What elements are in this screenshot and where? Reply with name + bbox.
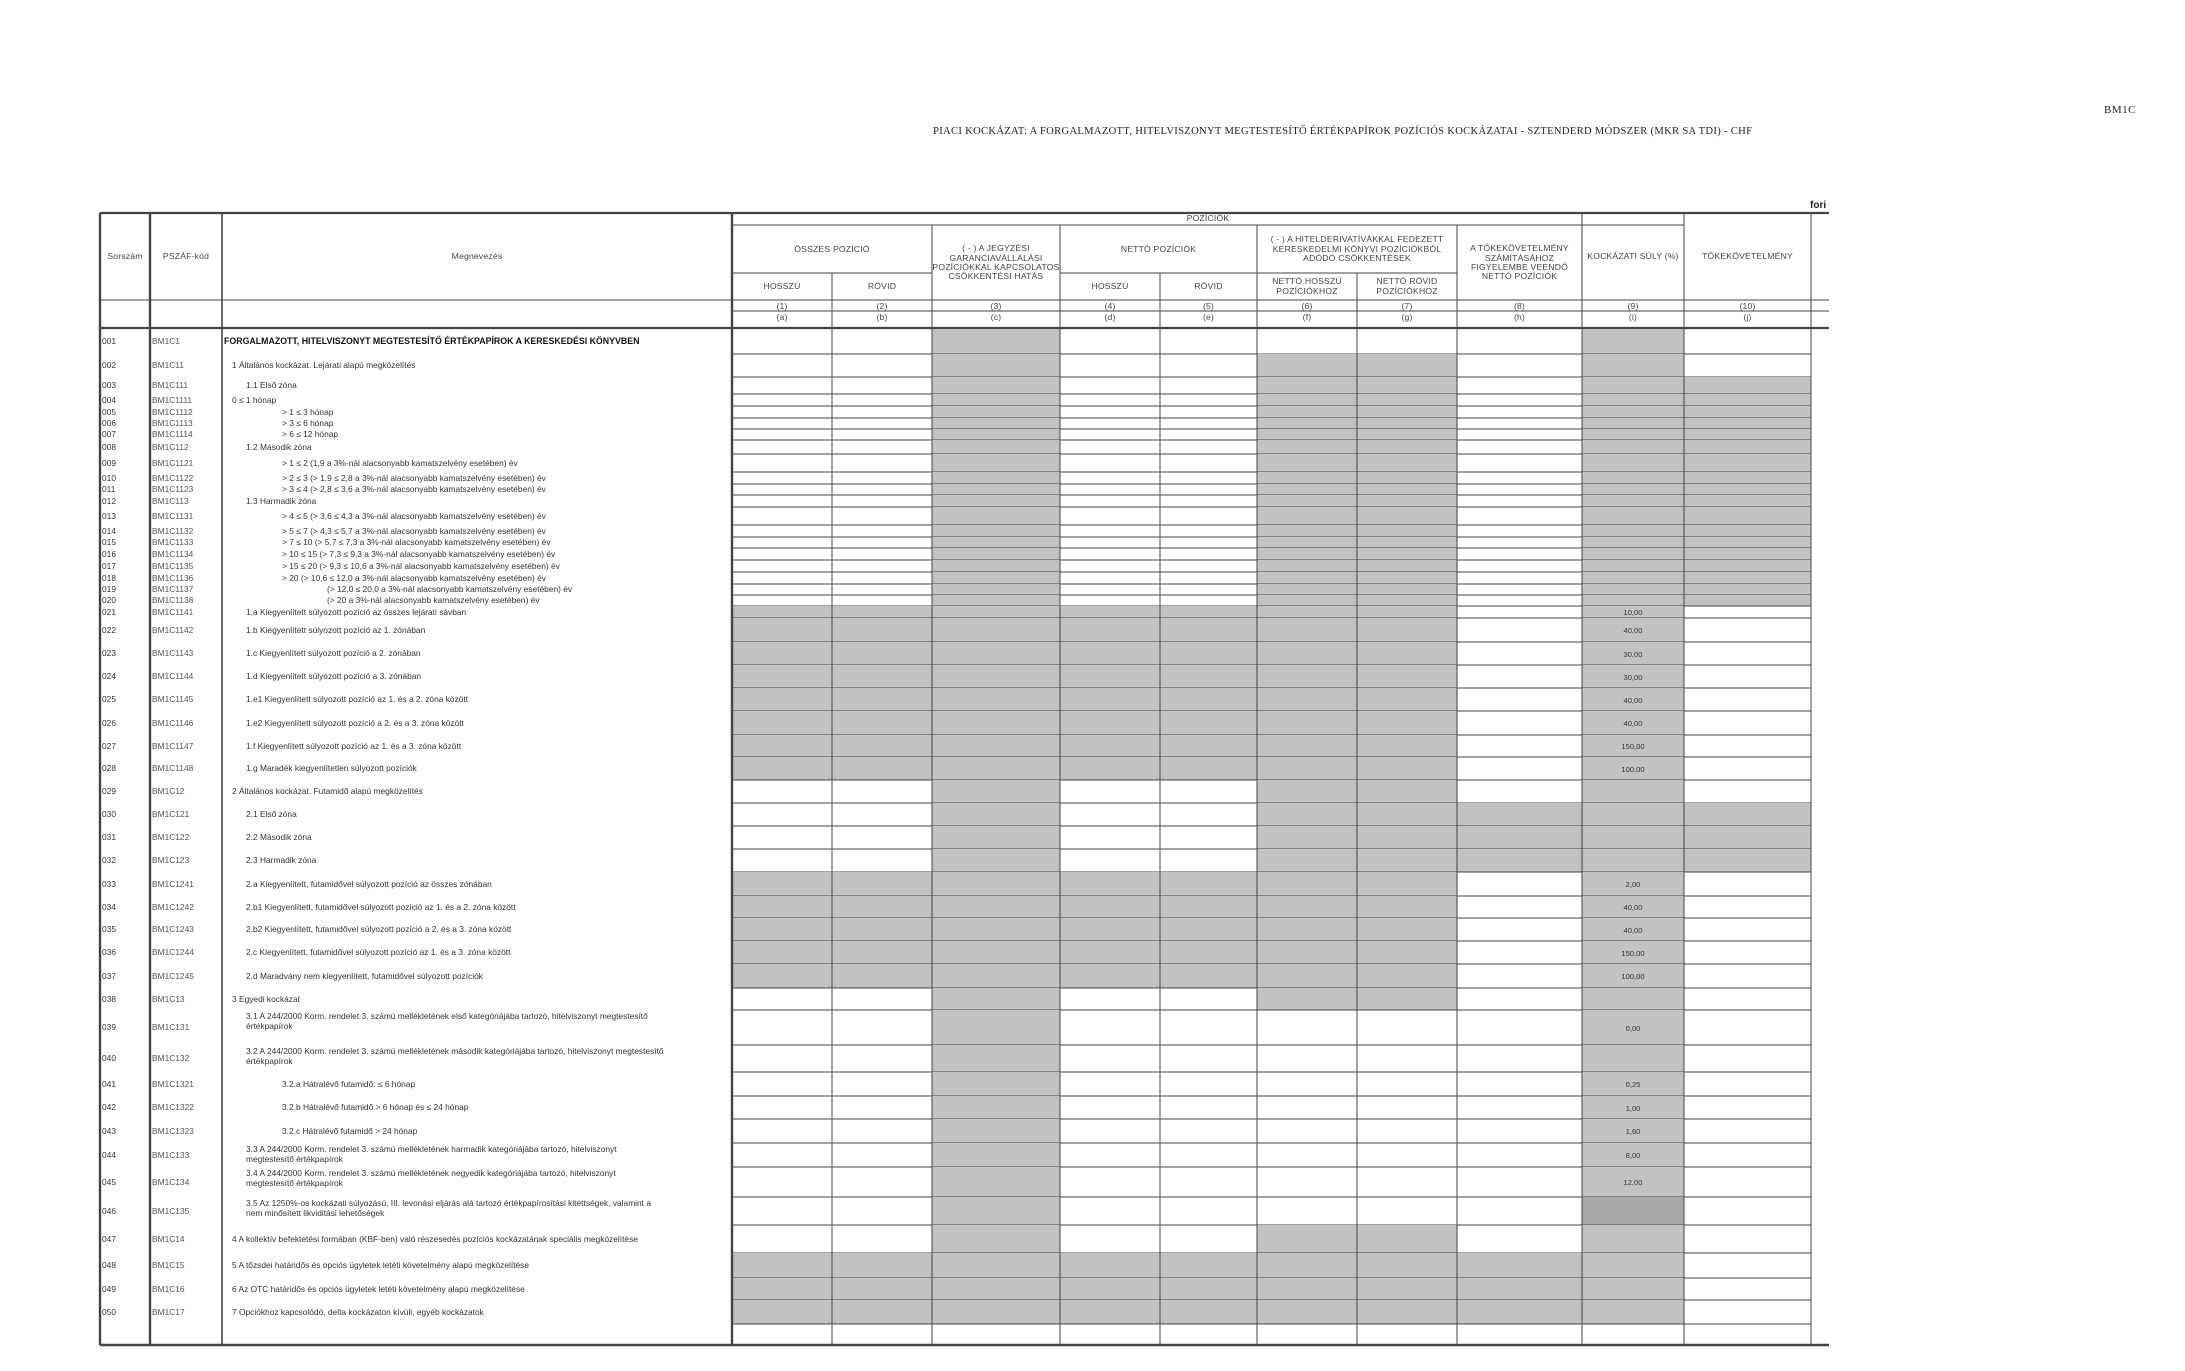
- row-number: 021: [102, 606, 116, 617]
- row-code: BM1C1136: [152, 572, 194, 583]
- row-code: BM1C1148: [152, 763, 194, 773]
- row-number: 007: [102, 429, 116, 439]
- row-label: 1.e2 Kiegyenlített súlyozott pozíció a 2. és a 3. zóna között: [246, 717, 464, 728]
- row-code: BM1C121: [152, 809, 190, 819]
- row-code: BM1C1134: [152, 548, 194, 559]
- row-label: 2.b1 Kiegyenlített, futamidővel súlyozott pozíció az 1. és a 2. zóna között: [246, 901, 516, 912]
- row-label: 1.g Maradék kiegyenlítetlen súlyozott pozíciók: [246, 763, 417, 773]
- row-label-cont: értékpapírok: [246, 1021, 293, 1031]
- row-number: 043: [102, 1125, 116, 1136]
- row-label: 5 A tőzsdei határidős és opciós ügyletek letéti követelmény alapú megközelítése: [232, 1260, 530, 1270]
- row-label: > 20 (> 10,6 ≤ 12,0 a 3%-nál alacsonyabb kamatszelvény esetében) év: [282, 572, 546, 583]
- row-label: > 6 ≤ 12 hónap: [282, 429, 339, 439]
- row-code: BM1C1138: [152, 595, 194, 605]
- row-number: 019: [102, 584, 116, 594]
- row-code: BM1C1114: [152, 429, 193, 439]
- row-code: BM1C1137: [152, 584, 194, 594]
- row-label: 3.5 Az 1250%-os kockázati súlyozású, III. levonási eljárás alá tartozó értékpapírosítási kitettségek, valamint a: [246, 1198, 651, 1208]
- row-code: BM1C1112: [152, 406, 193, 417]
- row-number: 042: [102, 1102, 116, 1112]
- risk-weight: 12,00: [1623, 1178, 1643, 1187]
- row-label: 2.c Kiegyenlített, futamidővel súlyozott pozíció az 1. és a 3. zóna között: [246, 947, 511, 957]
- row-label-cont: megtestesítő értékpapírok: [246, 1154, 343, 1164]
- corner-label: fori: [1810, 200, 1827, 211]
- row-label: 3.4 A 244/2000 Korm. rendelet 3. számú mellékletének negyedik kategóriájába tartozó, hitelviszonyt: [246, 1168, 616, 1178]
- row-number: 012: [102, 495, 116, 506]
- row-number: 047: [102, 1233, 116, 1244]
- risk-weight: 8,00: [1625, 1151, 1641, 1160]
- row-code: BM1C1123: [152, 484, 194, 494]
- row-number: 028: [102, 763, 116, 773]
- column-letter: (j): [1743, 312, 1752, 323]
- row-label-cont: nem minősített likviditási lehetőségek: [246, 1208, 385, 1218]
- row-label: 1.d Kiegyenlített súlyozott pozíció a 3. zónában: [246, 671, 422, 681]
- row-code: BM1C1245: [152, 970, 194, 981]
- risk-weight: 10,00: [1623, 608, 1643, 617]
- row-code: BM1C1135: [152, 560, 194, 571]
- row-label: > 10 ≤ 15 (> 7,3 ≤ 9,3 a 3%-nál alacsonyabb kamatszelvény esetében) év: [282, 548, 556, 559]
- form-code: BM1C: [2104, 104, 2136, 116]
- row-label: 3.2 A 244/2000 Korm. rendelet 3. számú mellékletének második kategóriájába tartozó, hitelviszonyt megtestesítő: [246, 1046, 664, 1056]
- row-code: BM1C1322: [152, 1102, 194, 1112]
- row-code: BM1C1147: [152, 740, 194, 751]
- row-number: 030: [102, 809, 116, 819]
- column-letter: (a): [776, 312, 788, 323]
- row-code: BM1C113: [152, 495, 189, 506]
- row-number: 009: [102, 457, 116, 468]
- row-code: BM1C131: [152, 1022, 190, 1032]
- row-label: > 5 ≤ 7 (> 4,3 ≤ 5,7 a 3%-nál alacsonyabb kamatszelvény esetében) év: [282, 525, 546, 536]
- row-label: 1.a Kiegyenlített súlyozott pozíció az összes lejárati sávban: [246, 606, 467, 617]
- row-label: (> 12,0 ≤ 20,0 a 3%-nál alacsonyabb kamatszelvény esetében) év: [327, 584, 573, 594]
- row-code: BM1C1121: [152, 457, 194, 468]
- row-code: BM1C1132: [152, 525, 194, 536]
- row-label: 3.2.b Hátralévő futamidő > 6 hónap és ≤ 24 hónap: [282, 1102, 469, 1112]
- row-code: BM1C1241: [152, 878, 194, 889]
- header-rovid-1: RÖVID: [867, 280, 897, 291]
- row-number: 015: [102, 537, 116, 547]
- row-number: 049: [102, 1283, 116, 1294]
- row-number: 027: [102, 740, 116, 751]
- risk-weight: 30,00: [1623, 672, 1643, 682]
- row-label: > 3 ≤ 6 hónap: [282, 418, 334, 428]
- risk-weight: 30,00: [1623, 649, 1643, 659]
- row-code: BM1C1122: [152, 472, 194, 483]
- row-code: BM1C14: [152, 1233, 185, 1244]
- row-code: BM1C17: [152, 1306, 185, 1317]
- header-hosszu-1: HOSSZÚ: [763, 280, 801, 291]
- row-label: > 1 ≤ 3 hónap: [282, 406, 334, 417]
- row-label: > 7 ≤ 10 (> 5,7 ≤ 7,3 a 3%-nál alacsonyabb kamatszelvény esetében) év: [282, 537, 551, 547]
- row-label: (> 20 a 3%-nál alacsonyabb kamatszelvény esetében) év: [327, 595, 540, 605]
- header-hosszu-2: HOSSZÚ: [1091, 280, 1129, 291]
- header-pszaf-kod: PSZÁF-kód: [162, 250, 210, 261]
- row-label: > 4 ≤ 5 (> 3,6 ≤ 4,3 a 3%-nál alacsonyabb kamatszelvény esetében) év: [282, 510, 546, 521]
- row-number: 023: [102, 648, 116, 658]
- column-number: (1): [776, 301, 788, 312]
- row-code: BM1C132: [152, 1053, 190, 1063]
- row-number: 041: [102, 1078, 116, 1089]
- column-number: (10): [1739, 301, 1756, 312]
- row-label: 2.b2 Kiegyenlített, futamidővel súlyozott pozíció a 2. és a 3. zóna között: [246, 924, 512, 934]
- row-label: 1.e1 Kiegyenlített súlyozott pozíció az 1. és a 2. zóna között: [246, 694, 469, 704]
- risk-weight: 150,00: [1621, 742, 1645, 751]
- row-code: BM1C1113: [152, 418, 193, 428]
- row-number: 025: [102, 694, 116, 704]
- risk-weight: 1,00: [1625, 1103, 1641, 1113]
- row-number: 018: [102, 572, 116, 583]
- row-number: 013: [102, 510, 116, 521]
- row-code: BM1C1143: [152, 648, 194, 658]
- risk-weight: 40,00: [1623, 626, 1643, 635]
- row-number: 029: [102, 786, 116, 796]
- risk-weight: 40,00: [1623, 925, 1643, 935]
- row-code: BM1C1144: [152, 671, 194, 681]
- row-code: BM1C1133: [152, 537, 194, 547]
- column-letter: (c): [990, 312, 1002, 323]
- row-label: > 15 ≤ 20 (> 9,3 ≤ 10,6 a 3%-nál alacsonyabb kamatszelvény esetében) év: [282, 560, 560, 571]
- row-label: 1 Általános kockázat. Lejárati alapú megközelítés: [232, 360, 416, 370]
- row-label: 1.2 Második zóna: [246, 441, 312, 452]
- row-label: 7 Opciókhoz kapcsolódó, delta kockázaton kívüli, egyéb kockázatok: [232, 1306, 484, 1317]
- row-label: 2 Általános kockázat. Futamidő alapú megközelítés: [232, 786, 423, 796]
- header-netto-rovid: NETTÓ RÖVID POZÍCIÓKHOZ: [1376, 276, 1438, 296]
- row-number: 045: [102, 1176, 116, 1187]
- header-netto-hosszu: NETTÓ HOSSZÚ POZÍCIÓKHOZ: [1272, 276, 1342, 296]
- row-code: BM1C1242: [152, 901, 194, 912]
- row-number: 014: [102, 525, 116, 536]
- row-label: 3.2.a Hátralévő futamidő: ≤ 6 hónap: [282, 1078, 416, 1089]
- risk-weight: 100,00: [1621, 764, 1645, 774]
- risk-weight: 40,00: [1623, 903, 1643, 912]
- form-title: PIACI KOCKÁZAT: A FORGALMAZOTT, HITELVISZONYT MEGTESTESÍTŐ ÉRTÉKPAPÍROK POZÍCIÓS KOCKÁZATAI - SZTENDERD MÓDSZER (MKR SA TDI) - CHF: [933, 126, 1753, 137]
- row-code: BM1C1146: [152, 717, 194, 728]
- header-osszes-pozicio: ÖSSZES POZÍCIÓ: [794, 243, 870, 254]
- row-label: 2.2 Második zóna: [246, 832, 312, 842]
- row-label-cont: megtestesítő értékpapírok: [246, 1178, 343, 1188]
- row-label: 3.3 A 244/2000 Korm. rendelet 3. számú mellékletének harmadik kategóriájába tartozó, hitelviszonyt: [246, 1144, 617, 1154]
- row-code: BM1C112: [152, 441, 189, 452]
- row-code: BM1C1243: [152, 924, 194, 934]
- header-jegyzesi: ( - ) A JEGYZÉSI GARANCIAVÁLLALÁSI POZÍCIÓKKAL KAPCSOLATOS CSÖKKENTÉSI HATÁS: [932, 243, 1060, 282]
- header-netto-poziciok: NETTÓ POZÍCIÓK: [1120, 243, 1197, 254]
- row-number: 046: [102, 1205, 116, 1216]
- column-letter: (h): [1513, 312, 1526, 323]
- row-number: 006: [102, 418, 116, 428]
- risk-weight: 2,00: [1625, 880, 1641, 889]
- row-label-cont: értékpapírok: [246, 1056, 293, 1066]
- row-number: 038: [102, 993, 116, 1004]
- column-letter: (f): [1302, 312, 1312, 323]
- row-number: 040: [102, 1053, 116, 1063]
- row-code: BM1C1131: [152, 510, 194, 521]
- row-code: BM1C111: [152, 380, 188, 390]
- risk-weight: 40,00: [1623, 719, 1643, 728]
- row-number: 044: [102, 1149, 116, 1160]
- row-label: 2.a Kiegyenlített, futamidővel súlyozott pozíció az összes zónában: [246, 878, 492, 889]
- header-hitelderivativ: ( - ) A HITELDERIVATÍVÁKKAL FEDEZETT KERESKEDELMI KÖNYVI POZÍCIÓKBÓL ADÓDÓ CSÖKKENTÉSEK: [1270, 234, 1444, 264]
- row-label: 3 Egyedi kockázat: [232, 993, 300, 1004]
- row-number: 048: [102, 1260, 116, 1270]
- row-code: BM1C123: [152, 855, 190, 865]
- row-number: 035: [102, 924, 116, 934]
- risk-weight: 1,60: [1625, 1127, 1641, 1136]
- row-label: 2.3 Harmadik zóna: [246, 855, 317, 865]
- row-code: BM1C1111: [152, 394, 193, 405]
- column-number: (7): [1401, 301, 1413, 312]
- row-number: 036: [102, 947, 116, 957]
- row-label: 1.c Kiegyenlített súlyozott pozíció a 2. zónában: [246, 648, 421, 658]
- row-number: 008: [102, 441, 116, 452]
- row-number: 011: [102, 484, 116, 494]
- row-number: 050: [102, 1306, 116, 1317]
- risk-weight: 100,00: [1621, 972, 1645, 981]
- header-kockazati-suly: KOCKÁZATI SÚLY (%): [1587, 250, 1679, 261]
- column-number: (5): [1202, 301, 1215, 312]
- row-code: BM1C134: [152, 1176, 190, 1187]
- risk-weight: 40,00: [1623, 695, 1643, 705]
- row-code: BM1C11: [152, 360, 184, 370]
- header-rovid-2: RÖVID: [1194, 280, 1223, 291]
- row-label: 1.b Kiegyenlített súlyozott pozíció az 1. zónában: [246, 624, 426, 635]
- row-number: 034: [102, 901, 116, 912]
- row-number: 037: [102, 970, 116, 981]
- row-label: > 1 ≤ 2 (1,9 a 3%-nál alacsonyabb kamatszelvény esetében) év: [282, 457, 518, 468]
- header-megnevezes: Megnevezés: [451, 250, 503, 261]
- row-label: 1.1 Első zóna: [246, 380, 297, 390]
- column-number: (3): [990, 301, 1002, 312]
- row-code: BM1C135: [152, 1205, 190, 1216]
- column-number: (4): [1104, 301, 1116, 312]
- row-label: > 3 ≤ 4 (> 2,8 ≤ 3,6 a 3%-nál alacsonyabb kamatszelvény esetében) év: [282, 484, 546, 494]
- row-code: BM1C16: [152, 1283, 185, 1294]
- header-sorszam: Sorszám: [107, 250, 143, 261]
- row-label: 2.1 Első zóna: [246, 809, 297, 819]
- row-code: BM1C12: [152, 786, 185, 796]
- row-label: 6 Az OTC határidős és opciós ügyletek letéti követelmény alapú megközelítése: [232, 1283, 525, 1294]
- row-number: 001: [102, 336, 116, 346]
- row-label: > 2 ≤ 3 (> 1,9 ≤ 2,8 a 3%-nál alacsonyabb kamatszelvény esetében) év: [282, 472, 546, 483]
- header-tokekovetelmeny: TŐKEKÖVETELMÉNY: [1702, 250, 1793, 261]
- row-number: 016: [102, 548, 116, 559]
- column-number: (2): [876, 301, 888, 312]
- row-number: 010: [102, 472, 116, 483]
- row-number: 039: [102, 1022, 116, 1032]
- row-label: 3.2.c Hátralévő futamidő > 24 hónap: [282, 1125, 418, 1136]
- header-poziciok: POZÍCIÓK: [1186, 213, 1230, 224]
- row-code: BM1C15: [152, 1260, 185, 1270]
- row-number: 031: [102, 832, 116, 842]
- row-code: BM1C1141: [152, 606, 194, 617]
- row-label: 4 A kollektív befektetési formában (KBF-ben) való részesedés pozíciós kockázatának speciális megközelítése: [232, 1233, 638, 1244]
- row-number: 003: [102, 380, 116, 390]
- risk-weight: 0,00: [1625, 1023, 1641, 1033]
- row-label: 3.1 A 244/2000 Korm. rendelet 3. számú mellékletének első kategóriájába tartozó, hitelviszonyt megtestesítő: [246, 1011, 648, 1021]
- row-code: BM1C133: [152, 1149, 190, 1160]
- row-number: 020: [102, 595, 116, 605]
- row-code: BM1C1244: [152, 947, 194, 957]
- row-code: BM1C122: [152, 832, 190, 842]
- row-code: BM1C13: [152, 993, 185, 1004]
- row-label: FORGALMAZOTT, HITELVISZONYT MEGTESTESÍTŐ ÉRTÉKPAPÍROK A KERESKEDÉSI KÖNYVBEN: [224, 336, 640, 346]
- row-label: 0 ≤ 1 hónap: [232, 394, 277, 405]
- column-letter: (d): [1104, 312, 1116, 323]
- row-number: 022: [102, 624, 116, 635]
- column-letter: (i): [1628, 312, 1638, 323]
- row-number: 032: [102, 855, 116, 865]
- row-code: BM1C1142: [152, 624, 194, 635]
- row-label: 1.f Kiegyenlített súlyozott pozíció az 1. és a 3. zóna között: [246, 740, 462, 751]
- row-number: 024: [102, 671, 116, 681]
- risk-weight: 150,00: [1621, 948, 1645, 958]
- row-number: 026: [102, 717, 116, 728]
- row-code: BM1C1: [152, 336, 180, 346]
- row-number: 002: [102, 360, 116, 370]
- header-tokekovetelmeny-szamitas: A TŐKEKÖVETELMÉNY SZÁMÍTÁSÁHOZ FIGYELEMBE VEENDŐ NETTÓ POZÍCIÓK: [1470, 243, 1569, 282]
- column-number: (6): [1301, 301, 1313, 312]
- row-code: BM1C1323: [152, 1125, 194, 1136]
- column-letter: (b): [876, 312, 888, 323]
- row-number: 033: [102, 878, 116, 889]
- row-number: 017: [102, 560, 116, 571]
- row-code: BM1C1321: [152, 1078, 194, 1089]
- row-number: 004: [102, 394, 116, 405]
- column-letter: (e): [1202, 312, 1215, 323]
- row-code: BM1C1145: [152, 694, 194, 704]
- risk-weight: 0,25: [1625, 1080, 1641, 1089]
- row-label: 2.d Maradvány nem kiegyenlített, futamidővel súlyozott pozíciók: [246, 970, 483, 981]
- row-number: 005: [102, 406, 116, 417]
- row-label: 1.3 Harmadik zóna: [246, 495, 317, 506]
- column-number: (8): [1513, 301, 1526, 312]
- column-letter: (g): [1401, 312, 1413, 323]
- column-number: (9): [1627, 301, 1639, 312]
